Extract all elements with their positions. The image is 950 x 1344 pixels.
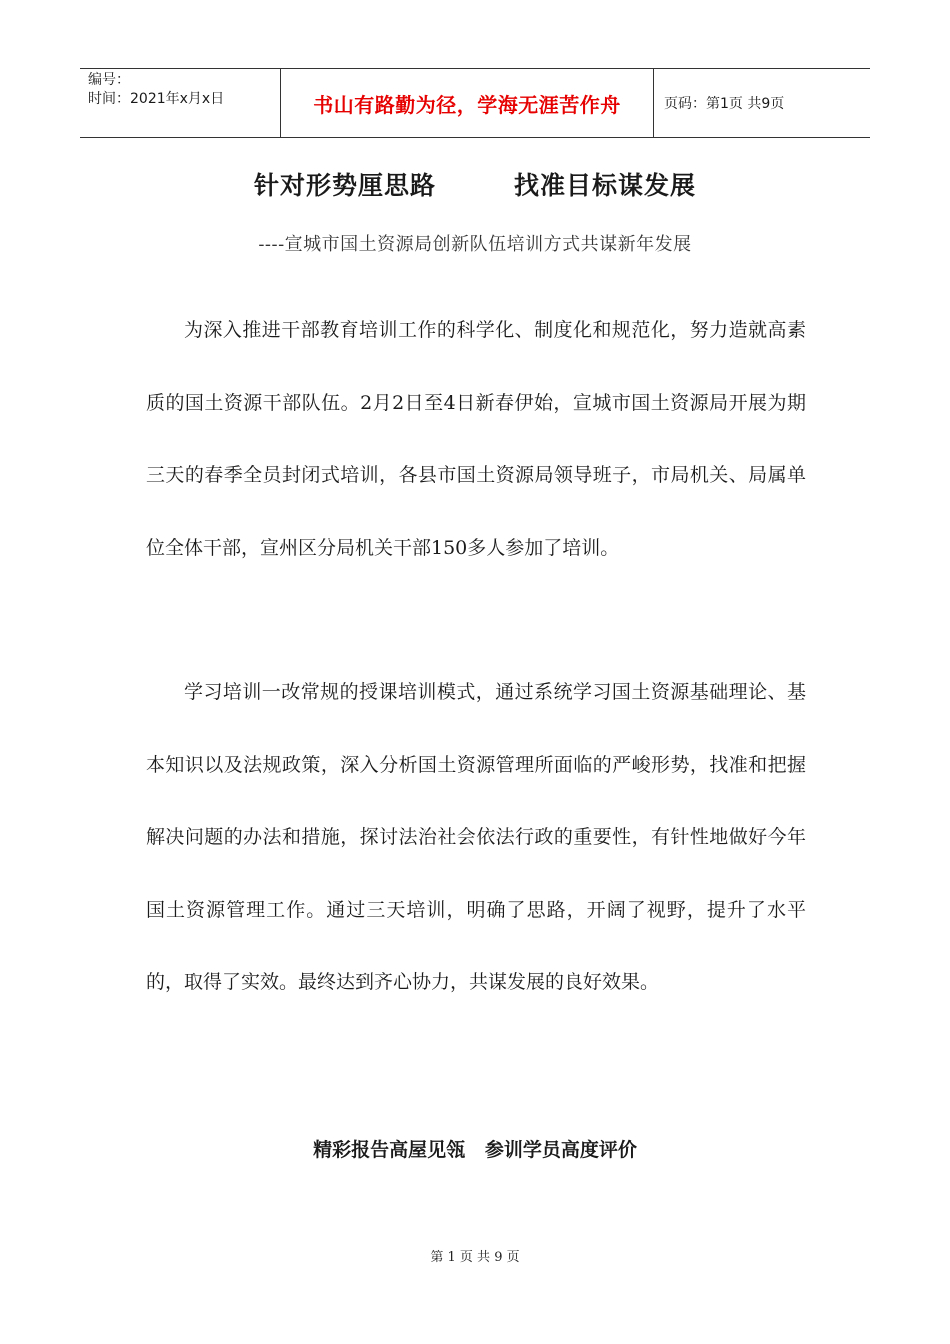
header-motto: 书山有路勤为径，学海无涯苦作舟 bbox=[281, 69, 654, 137]
page-footer: 第 1 页 共 9 页 bbox=[430, 1250, 520, 1265]
date-label: 时间：2021年x月x日 bbox=[88, 91, 225, 107]
paragraph-1: 为深入推进干部教育培训工作的科学化、制度化和规范化，努力造就高素质的国土资源干部队伍。2月2日至4日新春伊始，宣城市国土资源局开展为期三天的春季全员封闭式培训，各县市国土资源局领导班子，市局机关、局属单位全体干部，宣州区分局机关干部150多人参加了培训。 bbox=[146, 319, 806, 559]
document-header bbox=[80, 68, 870, 138]
number-label: 编号： bbox=[88, 72, 130, 88]
header-meta bbox=[80, 69, 281, 137]
header-page-info: 页码：第1页 共9页 bbox=[664, 96, 785, 112]
title-right: 找准目标谋发展 bbox=[514, 171, 697, 200]
title-left: 针对形势厘思路 bbox=[253, 171, 436, 200]
document-subtitle: ----宣城市国土资源局创新队伍培训方式共谋新年发展 bbox=[258, 234, 692, 255]
paragraph-2: 学习培训一改常规的授课培训模式，通过系统学习国土资源基础理论、基本知识以及法规政策，深入分析国土资源管理所面临的严峻形势，找准和把握解决问题的办法和措施，探讨法治社会依法行政的重要性，有针性地做好今年国土资源管理工作。通过三天培训，明确了思路，开阔了视野，提升了水平的，取得了实效。最终达到齐心协力，共谋发展的良好效果。 bbox=[146, 681, 806, 993]
document-title bbox=[0, 166, 950, 202]
section-heading: 精彩报告高屋见瓴 参训学员高度评价 bbox=[313, 1139, 637, 1161]
